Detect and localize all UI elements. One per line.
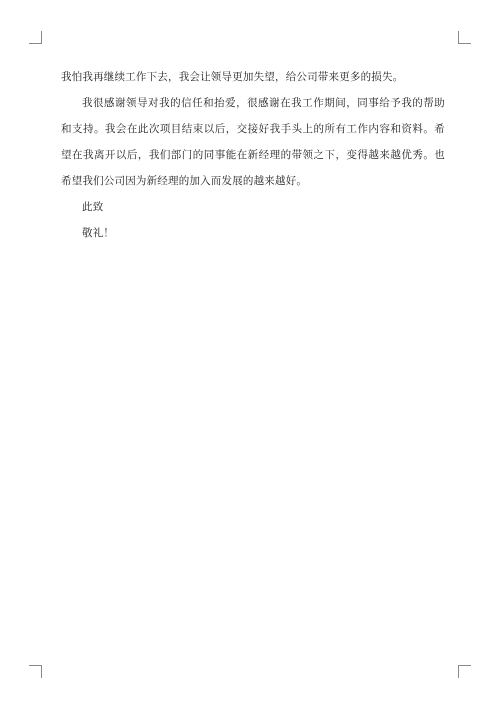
margin-mark-top-left	[29, 31, 42, 44]
margin-mark-bottom-right	[458, 665, 471, 678]
paragraph-gratitude: 我很感谢领导对我的信任和抬爱，很感谢在我工作期间，同事给予我的帮助和支持。我会在此次项目结束以后，交接好我手头上的所有工作内容和资料。希望在我离开以后，我们部门的同事能在新经理的带领之下，变得越来越优秀。也希望我们公司因为新经理的加入而发展的越来越好。	[61, 97, 445, 187]
margin-mark-bottom-left	[29, 665, 42, 678]
closing-salutation: 此致	[82, 201, 104, 213]
paragraph-continuation: 我怕我再继续工作下去，我会让领导更加失望，给公司带来更多的损失。	[61, 71, 404, 83]
document-body	[61, 64, 445, 246]
closing-regards: 敬礼！	[82, 227, 115, 239]
margin-mark-top-right	[458, 31, 471, 44]
